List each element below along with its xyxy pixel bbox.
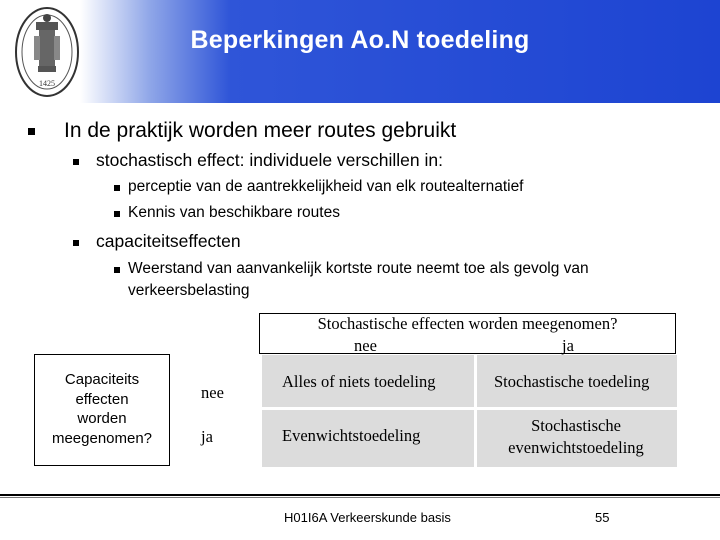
footer-rule xyxy=(0,497,720,498)
university-seal-logo xyxy=(14,6,80,98)
footer-course: H01I6A Verkeerskunde basis xyxy=(284,510,451,525)
bullet-perception: perceptie van de aantrekkelijkheid van elk routealternatief xyxy=(128,178,524,195)
svg-text:1425: 1425 xyxy=(39,79,55,88)
grid-divider xyxy=(262,407,677,410)
bullet-marker xyxy=(114,267,120,273)
page-number: 55 xyxy=(595,510,610,525)
bullet-resistance-line2: verkeersbelasting xyxy=(128,282,250,299)
bullet-marker xyxy=(73,159,79,165)
column-header-label: Stochastische effecten worden meegenomen? xyxy=(317,314,618,333)
footer-rule xyxy=(0,494,720,496)
slide-title: Beperkingen Ao.N toedeling xyxy=(190,26,530,54)
cell-stochastische-evenwichtstoedeling: Stochastische evenwichtstoedeling xyxy=(508,416,644,457)
row-header-label: Capaciteits effecten worden meegenomen? xyxy=(51,371,153,447)
bullet-resistance-line1: Weerstand van aanvankelijk kortste route neemt toe als gevolg van xyxy=(128,260,589,277)
column-ja-label: ja xyxy=(562,336,574,355)
cell-stochastische-toedeling: Stochastische toedeling xyxy=(494,372,650,391)
column-nee-label: nee xyxy=(354,336,377,355)
row-ja-label: ja xyxy=(201,427,213,446)
bullet-stochastic: stochastisch effect: individuele verschillen in: xyxy=(96,150,443,170)
bullet-main: In de praktijk worden meer routes gebruikt xyxy=(64,119,457,142)
bullet-knowledge: Kennis van beschikbare routes xyxy=(128,204,340,221)
bullet-marker xyxy=(114,211,120,217)
bullet-marker xyxy=(114,185,120,191)
bullet-capacity: capaciteitseffecten xyxy=(96,231,241,251)
cell-alles-of-niets: Alles of niets toedeling xyxy=(282,372,436,391)
cell-evenwichtstoedeling: Evenwichtstoedeling xyxy=(282,426,421,445)
bullet-marker xyxy=(73,240,79,246)
bullet-marker xyxy=(28,128,35,135)
row-nee-label: nee xyxy=(201,383,224,402)
